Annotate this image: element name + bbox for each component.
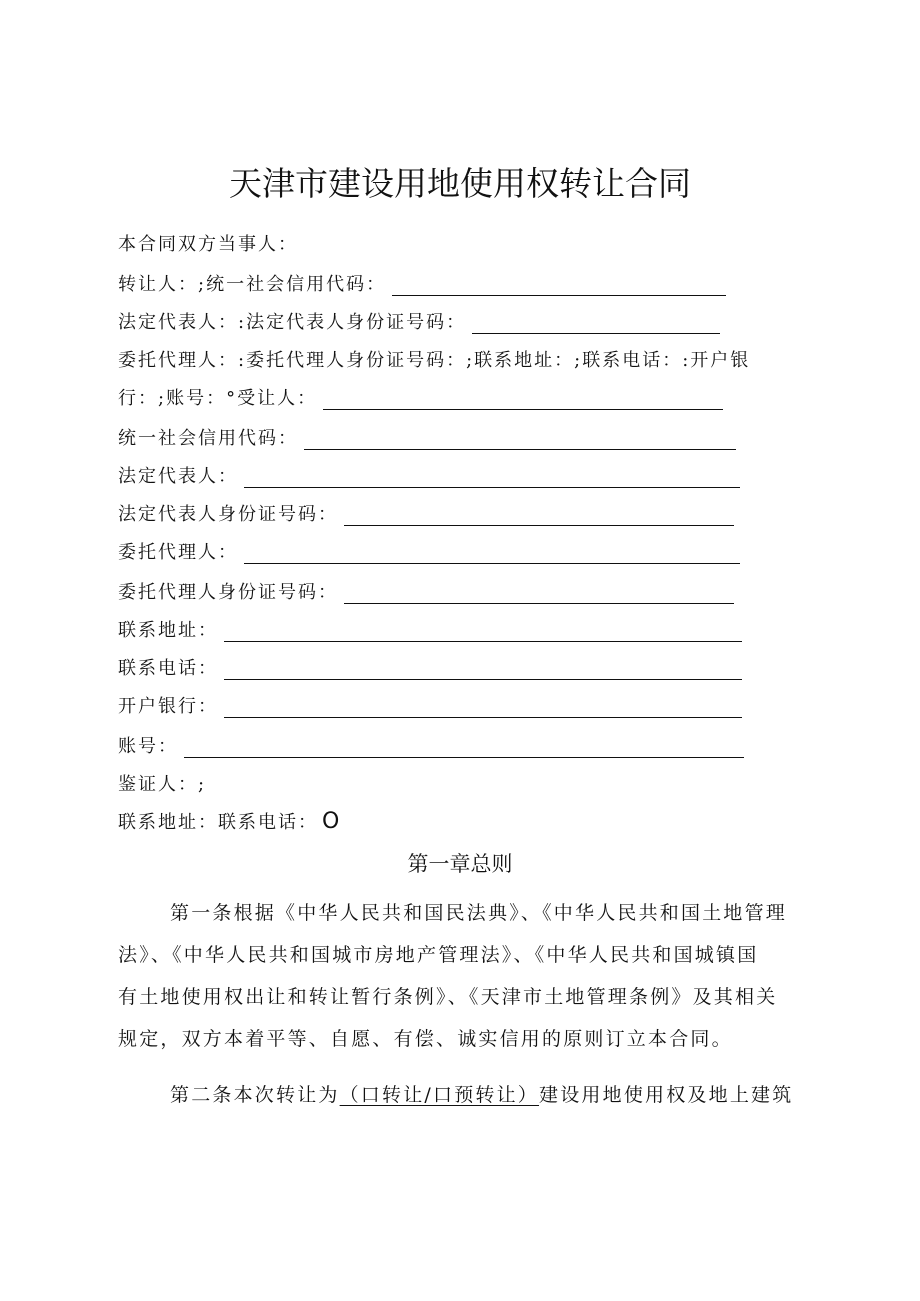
field-label: 委托代理人身份证号码： <box>118 582 338 603</box>
article2-line-1 <box>170 1080 870 1107</box>
field-legal-rep <box>118 306 720 334</box>
field-witness <box>118 768 206 796</box>
field-label: 法定代表人：:法定代表人身份证号码： <box>118 312 467 333</box>
field-bank <box>118 690 742 718</box>
fill-blank[interactable] <box>224 659 742 680</box>
field-phone <box>118 652 742 680</box>
field-label: 联系电话： <box>118 658 218 679</box>
field-agent-id <box>118 576 734 604</box>
fill-blank[interactable] <box>244 467 740 488</box>
field-legal-rep-id <box>118 498 734 526</box>
field-account <box>118 730 744 758</box>
field-transferor <box>118 268 726 296</box>
article1-line-2: 法》、《中华人民共和国城市房地产管理法》、《中华人民共和国城镇国 <box>118 944 759 966</box>
article1-line-3: 有土地使用权出让和转让暂行条例》、《天津市土地管理条例》及其相关 <box>118 986 778 1008</box>
field-witness-contact <box>118 806 341 834</box>
article2-option[interactable]: （口转让/口预转让） <box>339 1084 540 1106</box>
field-label: 统一社会信用代码： <box>118 428 298 449</box>
field-legal-rep2 <box>118 460 740 488</box>
article2-suffix: 建设用地使用权及地上建筑 <box>539 1084 794 1106</box>
fill-blank[interactable] <box>323 389 723 410</box>
fill-blank[interactable] <box>344 505 734 526</box>
article1-line-4: 规定，双方本着平等、自愿、有偿、诚实信用的原则订立本合同。 <box>118 1028 733 1050</box>
fill-blank[interactable] <box>224 697 742 718</box>
field-label: 联系地址： <box>118 620 218 641</box>
field-credit-code <box>118 422 736 450</box>
circle-mark: O <box>322 809 342 834</box>
field-label: 联系地址：联系电话： <box>118 812 318 833</box>
field-agent-line <box>118 344 750 372</box>
parties-heading-text: 本合同双方当事人： <box>118 234 298 255</box>
fill-blank[interactable] <box>244 543 740 564</box>
fill-blank[interactable] <box>184 737 744 758</box>
fill-blank[interactable] <box>304 429 736 450</box>
field-label: 委托代理人：:委托代理人身份证号码：;联系地址：;联系电话：:开户银 <box>118 350 751 371</box>
field-address <box>118 614 742 642</box>
fill-blank[interactable] <box>224 621 742 642</box>
field-label: 委托代理人： <box>118 542 238 563</box>
article1-line-1: 第一条根据《中华人民共和国民法典》、《中华人民共和国土地管理 <box>170 902 788 924</box>
field-label: 账号： <box>118 736 178 757</box>
field-label: 转让人：;统一社会信用代码： <box>118 274 387 295</box>
field-label: 法定代表人身份证号码： <box>118 504 338 525</box>
field-label: 行：;账号：°受让人： <box>118 388 318 409</box>
article2-prefix: 第二条本次转让为 <box>170 1084 340 1106</box>
field-label: 法定代表人： <box>118 466 238 487</box>
field-label: 鉴证人：; <box>118 774 207 795</box>
field-label: 开户银行： <box>118 696 218 717</box>
chapter-title: 第一章总则 <box>407 852 513 876</box>
fill-blank[interactable] <box>344 583 734 604</box>
parties-heading <box>118 228 298 256</box>
document-title: 天津市建设用地使用权转让合同 <box>229 164 691 203</box>
field-account-line <box>118 382 723 410</box>
field-agent <box>118 536 740 564</box>
fill-blank[interactable] <box>472 313 720 334</box>
fill-blank[interactable] <box>392 275 726 296</box>
